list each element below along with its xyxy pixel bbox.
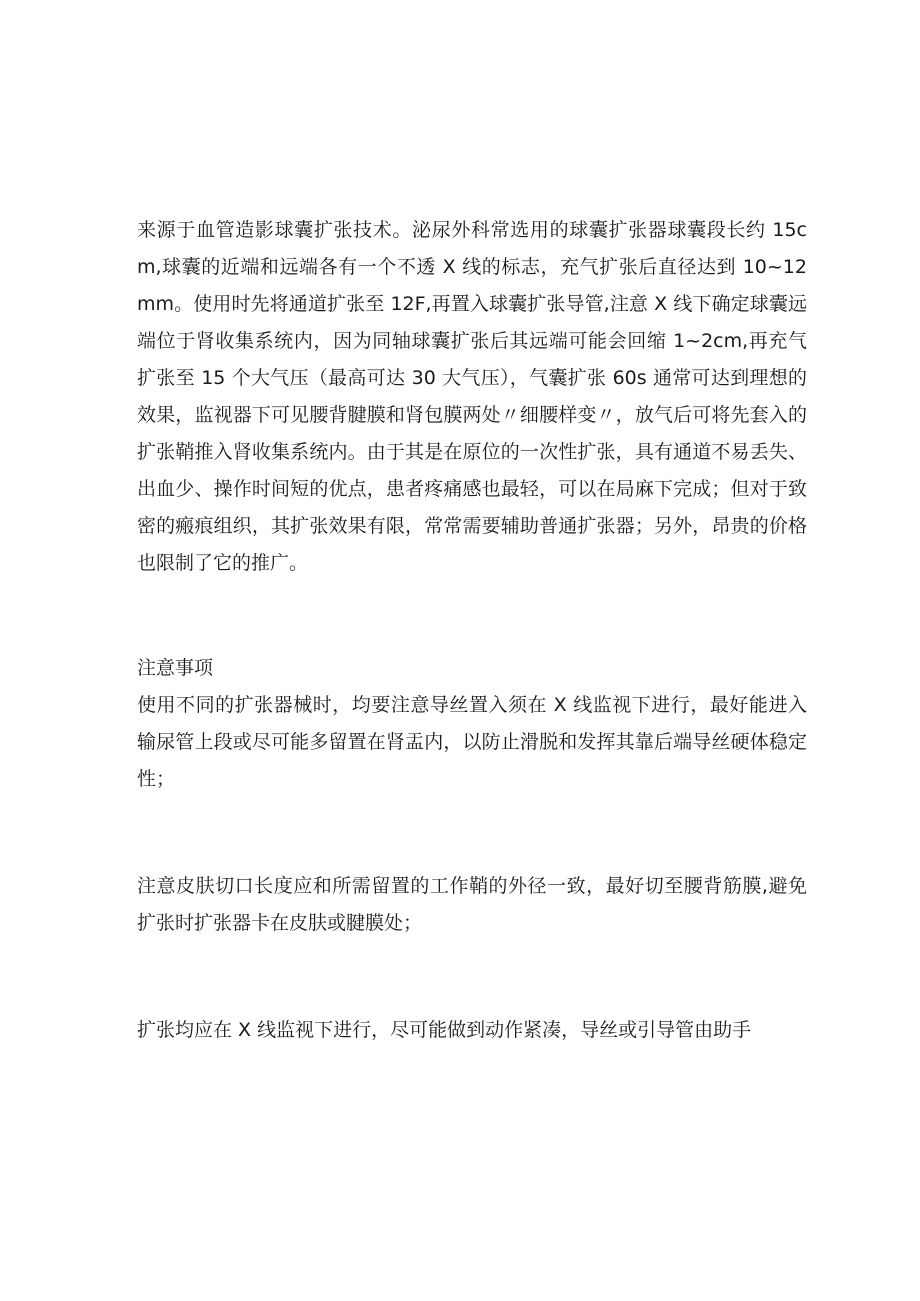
document-body xyxy=(137,212,807,1049)
section-heading-precautions: 注意事项 xyxy=(137,657,214,679)
paragraph-guidewire-placement: 使用不同的扩张器械时，均要注意导丝置入须在 X 线监视下进行，最好能进入输尿管上段或尽可能多留置在肾盂内，以防止滑脱和发挥其靠后端导丝硬体稳定性； xyxy=(137,694,807,790)
paragraph-balloon-dilation: 来源于血管造影球囊扩张技术。泌尿外科常选用的球囊扩张器球囊段长约 15cm,球囊的近端和远端各有一个不透 X 线的标志，充气扩张后直径达到 10~12mm。使用时先将通道扩张至 12F,再置入球囊扩张导管,注意 X 线下确定球囊远端位于肾收集系统内，因为同轴球囊扩张后其远端可能会回缩 1~2cm,再充气扩张至 15 个大气压（最高可达 30 大气压），气囊扩张 60s 通常可达到理想的效果，监视器下可见腰背腱膜和肾包膜两处〃细腰样变〃，放气后可将先套入的扩张鞘推入肾收集系统内。由于其是在原位的一次性扩张，具有通道不易丢失、出血少、操作时间短的优点，患者疼痛感也最轻，可以在局麻下完成；但对于致密的瘢痕组织，其扩张效果有限，常常需要辅助普通扩张器；另外，昂贵的价格也限制了它的推广。 xyxy=(137,219,807,574)
paragraph-skin-incision: 注意皮肤切口长度应和所需留置的工作鞘的外径一致，最好切至腰背筋膜,避免扩张时扩张器卡在皮肤或腱膜处； xyxy=(137,875,807,934)
paragraph-dilation-monitoring: 扩张均应在 X 线监视下进行，尽可能做到动作紧凑，导丝或引导管由助手 xyxy=(137,1019,752,1041)
